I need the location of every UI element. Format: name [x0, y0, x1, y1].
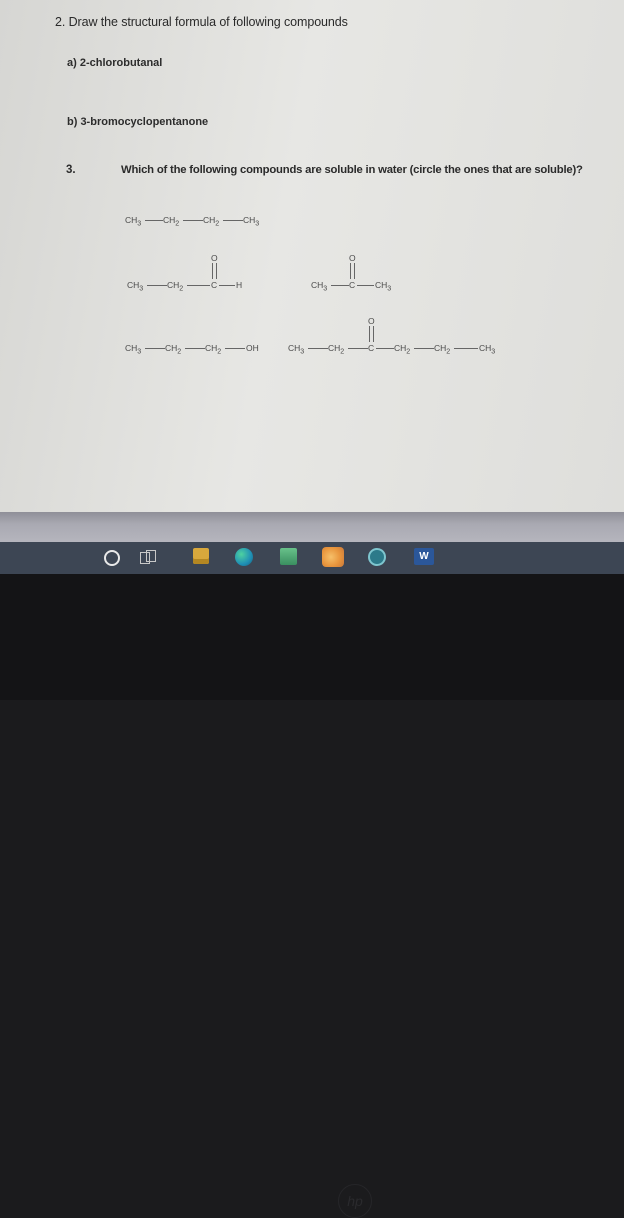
- subscript: 3: [137, 219, 142, 228]
- group-ch2: [163, 215, 179, 228]
- window-bottom-border: [0, 512, 624, 542]
- single-bond: [357, 285, 374, 286]
- part-b-label: b) 3-bromocyclopentanone: [67, 116, 209, 128]
- element-symbol: CH: [311, 280, 324, 290]
- element-symbol: CH: [167, 280, 180, 290]
- hp-logo-icon: hp: [338, 1184, 372, 1218]
- single-bond: [147, 285, 167, 286]
- task-view-icon[interactable]: [140, 550, 154, 564]
- element-symbol: CH: [127, 280, 140, 290]
- subscript: 2: [446, 347, 451, 356]
- element-symbol: CH: [125, 343, 138, 353]
- group-ch3: [127, 280, 143, 293]
- double-bond: [369, 326, 374, 342]
- single-bond: [219, 285, 235, 286]
- single-bond: [225, 348, 245, 349]
- single-bond: [348, 348, 368, 349]
- element-symbol: CH: [163, 215, 176, 225]
- single-bond: [454, 348, 478, 349]
- single-bond: [414, 348, 434, 349]
- group-ch3: [288, 343, 304, 356]
- group-ch2: [203, 215, 219, 228]
- document-page: [0, 0, 624, 512]
- taskbar: [0, 542, 624, 574]
- single-bond: [308, 348, 328, 349]
- group-ch3: [375, 280, 391, 293]
- single-bond: [376, 348, 394, 349]
- laptop-bezel: [0, 574, 624, 1209]
- cortana-circle-icon[interactable]: [104, 550, 120, 566]
- subscript: 3: [139, 284, 144, 293]
- group-ch2: [394, 343, 410, 356]
- word-icon[interactable]: W: [414, 548, 434, 565]
- hydroxyl-group: OH: [246, 343, 259, 353]
- file-explorer-icon[interactable]: [193, 548, 209, 564]
- single-bond: [185, 348, 205, 349]
- group-ch2: [434, 343, 450, 356]
- store-icon[interactable]: [280, 548, 297, 565]
- oxygen-atom: O: [349, 253, 356, 263]
- subscript: 2: [406, 347, 411, 356]
- element-symbol: CH: [243, 215, 256, 225]
- element-symbol: CH: [205, 343, 218, 353]
- element-symbol: CH: [288, 343, 301, 353]
- question-2-title: 2. Draw the structural formula of following compounds: [55, 15, 348, 29]
- double-bond: [350, 263, 355, 279]
- group-ch3: [479, 343, 495, 356]
- single-bond: [145, 220, 163, 221]
- group-ch3: [311, 280, 327, 293]
- group-ch2: [167, 280, 183, 293]
- photos-icon[interactable]: [322, 547, 344, 567]
- element-symbol: CH: [125, 215, 138, 225]
- element-symbol: CH: [394, 343, 407, 353]
- subscript: 3: [323, 284, 328, 293]
- oxygen-atom: O: [211, 253, 218, 263]
- element-symbol: CH: [375, 280, 388, 290]
- subscript: 2: [175, 219, 180, 228]
- question-3-number: 3.: [66, 164, 76, 176]
- single-bond: [331, 285, 349, 286]
- double-bond: [212, 263, 217, 279]
- element-symbol: CH: [203, 215, 216, 225]
- subscript: 3: [491, 347, 496, 356]
- subscript: 3: [387, 284, 392, 293]
- subscript: 2: [177, 347, 182, 356]
- hydrogen-atom: H: [236, 280, 243, 290]
- element-symbol: CH: [328, 343, 341, 353]
- carbonyl-carbon: C: [368, 343, 375, 353]
- group-ch3: [125, 343, 141, 356]
- subscript: 3: [137, 347, 142, 356]
- subscript: 3: [300, 347, 305, 356]
- group-ch3: [125, 215, 141, 228]
- carbonyl-carbon: C: [349, 280, 356, 290]
- element-symbol: CH: [165, 343, 178, 353]
- question-3-text: Which of the following compounds are soluble in water (circle the ones that are soluble)?: [121, 164, 583, 176]
- single-bond: [145, 348, 165, 349]
- subscript: 2: [179, 284, 184, 293]
- oxygen-atom: O: [368, 316, 375, 326]
- part-a-label: a) 2-chlorobutanal: [67, 57, 163, 69]
- element-symbol: CH: [434, 343, 447, 353]
- app-icon[interactable]: [368, 548, 386, 566]
- group-ch3: [243, 215, 259, 228]
- group-ch2: [205, 343, 221, 356]
- group-ch2: [165, 343, 181, 356]
- element-symbol: CH: [479, 343, 492, 353]
- group-ch2: [328, 343, 344, 356]
- subscript: 2: [215, 219, 220, 228]
- single-bond: [223, 220, 243, 221]
- single-bond: [183, 220, 203, 221]
- carbonyl-carbon: C: [211, 280, 218, 290]
- single-bond: [187, 285, 210, 286]
- edge-icon[interactable]: [235, 548, 253, 566]
- subscript: 3: [255, 219, 260, 228]
- subscript: 2: [340, 347, 345, 356]
- subscript: 2: [217, 347, 222, 356]
